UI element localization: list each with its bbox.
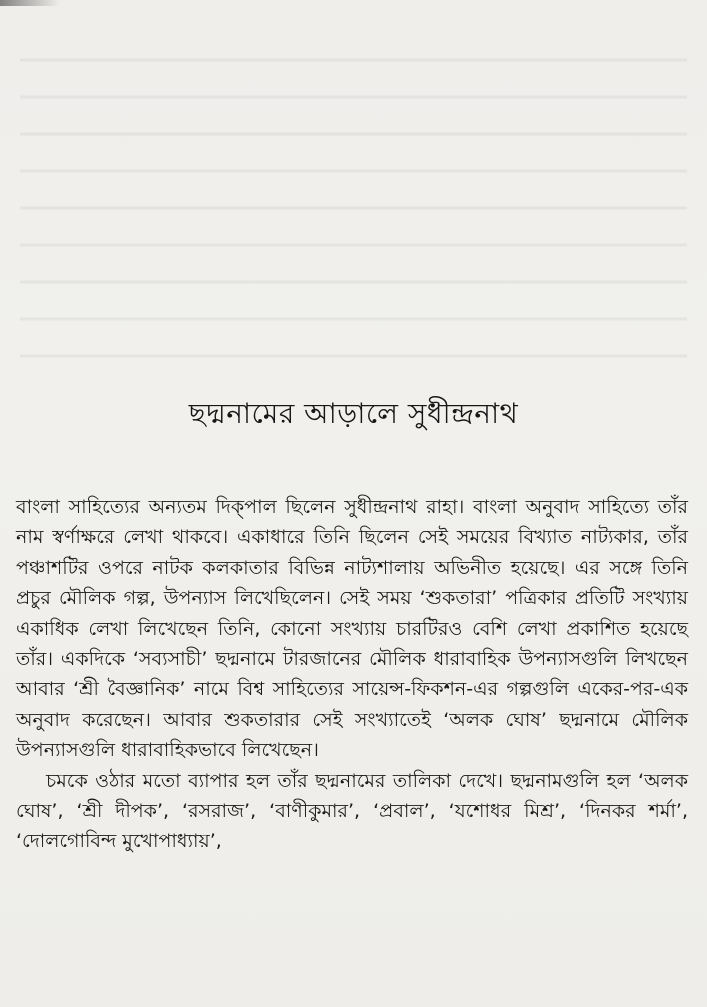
show-through-text bbox=[20, 30, 687, 390]
chapter-body bbox=[16, 492, 688, 857]
paragraph-2: চমকে ওঠার মতো ব্যাপার হল তাঁর ছদ্মনামের তালিকা দেখে। ছদ্মনামগুলি হল ‘অলক ঘোষ’, ‘শ্রী দীপক’, ‘রসরাজ’, ‘বাণীকুমার’, ‘প্রবাল’, ‘যশোধর মিশ্র’, ‘দিনকর শর্মা’, ‘দোলগোবিন্দ মুখোপাধ্যায়’, bbox=[16, 769, 688, 853]
paragraph-1: বাংলা সাহিত্যের অন্যতম দিক্‌পাল ছিলেন সুধীন্দ্রনাথ রাহা। বাংলা অনুবাদ সাহিত্যে তাঁর নাম স্বর্ণাক্ষরে লেখা থাকবে। একাধারে তিনি ছিলেন সেই সময়ের বিখ্যাত নাট্যকার, তাঁর পঞ্চাশটির ওপরে নাটক কলকাতার বিভিন্ন নাট্যশালায় অভিনীত হয়েছে। এর সঙ্গে তিনি প্রচুর মৌলিক গল্প, উপন্যাস লিখেছিলেন। সেই সময় ‘শুকতারা’ পত্রিকার প্রতিটি সংখ্যায় একাধিক লেখা লিখেছেন তিনি, কোনো সংখ্যায় চারটিরও বেশি লেখা প্রকাশিত হয়েছে তাঁর। একদিকে ‘সব্যসাচী’ ছদ্মনামে টারজানের মৌলিক ধারাবাহিক উপন্যাসগুলি লিখছেন আবার ‘শ্রী বৈজ্ঞানিক’ নামে বিশ্ব সাহিত্যের সায়েন্স-ফিকশন-এর গল্পগুলি একের-পর-এক অনুবাদ করেছেন। আবার শুকতারার সেই সংখ্যাতেই ‘অলক ঘোষ’ ছদ্মনামে মৌলিক উপন্যাসগুলি ধারাবাহিকভাবে লিখেছেন। bbox=[16, 496, 688, 762]
page-corner-shadow bbox=[0, 0, 60, 6]
chapter-title: ছদ্মনামের আড়ালে সুধীন্দ্রনাথ bbox=[188, 397, 519, 430]
